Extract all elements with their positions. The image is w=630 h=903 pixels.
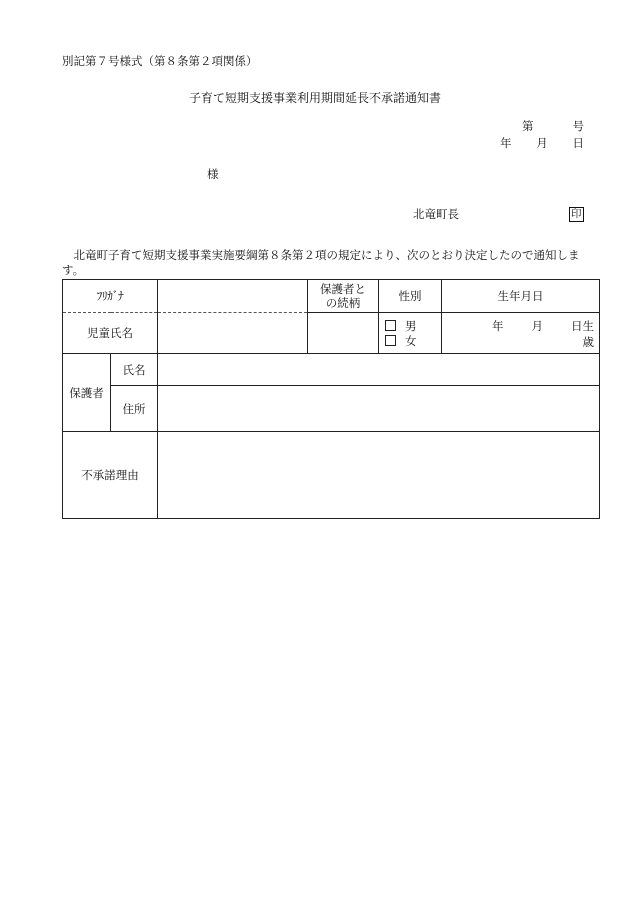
- guardian-address-input[interactable]: [158, 386, 600, 432]
- gender-male-option[interactable]: [385, 318, 441, 333]
- guardian-label: 保護者: [63, 354, 111, 432]
- guardian-address-label: 住所: [111, 386, 158, 432]
- dob-year: 年: [492, 319, 504, 333]
- checkbox-icon[interactable]: [385, 320, 396, 331]
- furigana-label: ﾌﾘｶﾞﾅ: [63, 280, 158, 313]
- gender-male-label: 男: [405, 318, 417, 333]
- gender-female-label: 女: [405, 333, 417, 348]
- child-name-label: 児童氏名: [63, 313, 158, 354]
- relation-input[interactable]: [308, 313, 379, 354]
- dob-label: 生年月日: [442, 280, 600, 313]
- number-suffix: 号: [572, 119, 584, 133]
- document-date: [500, 138, 584, 150]
- guardian-name-label: 氏名: [111, 354, 158, 386]
- notice-body: 北竜町子育て短期支援事業実施要綱第８条第２項の規定により、次のとおり決定したので通知します。: [62, 248, 580, 277]
- recipient-honorific: 様: [207, 167, 219, 181]
- dob-month: 月: [531, 319, 543, 333]
- reason-input[interactable]: [158, 432, 600, 519]
- dob-date-units: [492, 319, 594, 333]
- reason-label: 不承諾理由: [63, 432, 158, 519]
- gender-options: [379, 313, 442, 354]
- seal-mark: 印: [571, 208, 582, 220]
- dob-age: 歳: [582, 335, 594, 349]
- relation-label: [308, 280, 379, 313]
- checkbox-icon[interactable]: [385, 335, 396, 346]
- date-day: 日: [572, 136, 584, 150]
- furigana-input[interactable]: [158, 280, 308, 313]
- gender-female-option[interactable]: [385, 333, 441, 348]
- form-reference: 別記第７号様式（第８条第２項関係）: [62, 54, 258, 68]
- document-title: 子育て短期支援事業利用期間延長不承諾通知書: [188, 91, 441, 105]
- dob-input[interactable]: [442, 313, 600, 354]
- number-prefix: 第: [522, 119, 534, 133]
- notice-table: [62, 279, 600, 519]
- document-number: [522, 121, 584, 133]
- date-month: 月: [536, 136, 548, 150]
- guardian-name-input[interactable]: [158, 354, 600, 386]
- gender-label: 性別: [379, 280, 442, 313]
- date-year: 年: [500, 136, 512, 150]
- child-name-input[interactable]: [158, 313, 308, 354]
- issuer-name: 北竜町長: [413, 207, 459, 221]
- dob-day-born: 日生: [571, 319, 594, 333]
- relation-label-line2: の続柄: [325, 296, 361, 310]
- relation-label-line1: 保護者と: [320, 282, 366, 296]
